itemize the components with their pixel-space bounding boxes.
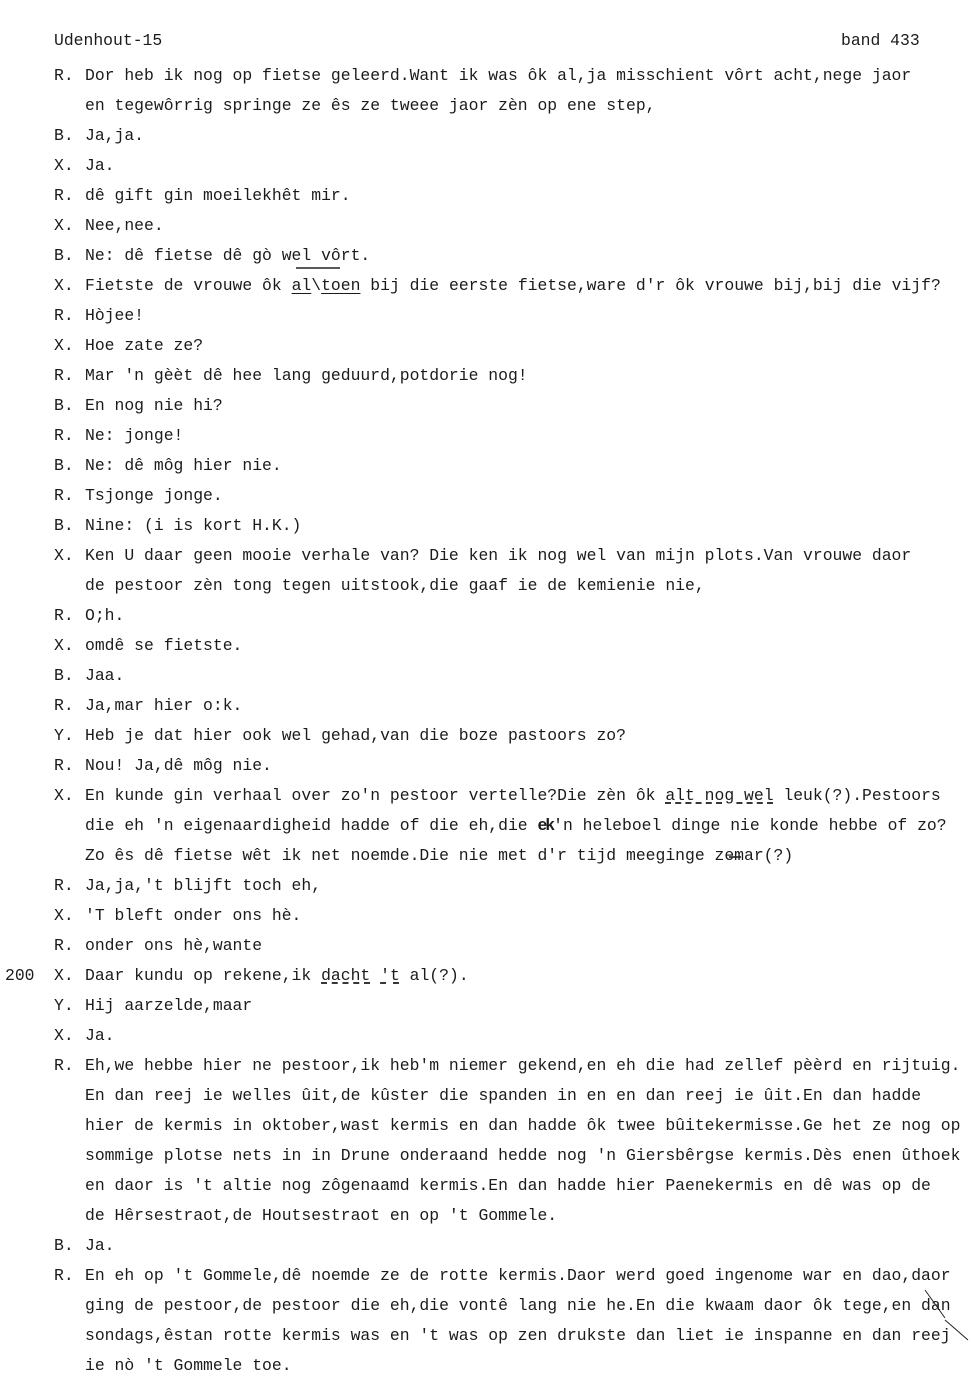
text-segment: Ken U daar geen mooie verhale van? Die ken ik nog wel van mijn plots.Van vrouwe daor — [85, 546, 912, 565]
insertion-stroke — [925, 1290, 945, 1318]
speaker-label: R. — [54, 876, 74, 895]
speaker-label: B. — [54, 126, 74, 145]
text-segment: O;h. — [85, 606, 125, 625]
text-segment: Nine: (i is kort H.K.) — [85, 516, 302, 535]
text-segment: onder ons hè,wante — [85, 936, 263, 955]
page-header-band: band 433 — [841, 31, 920, 50]
text-segment: Ja,ja. — [85, 126, 145, 145]
speaker-label: X. — [54, 906, 74, 925]
speaker-label: R. — [54, 486, 74, 505]
underlined-text: al — [291, 276, 312, 295]
text-segment: Tsjonge jonge. — [85, 486, 223, 505]
text-segment: ie nò 't Gommele toe. — [85, 1356, 292, 1375]
text-segment: Ja. — [85, 1026, 115, 1045]
text-segment: bij die eerste fietse,ware d'r ôk vrouwe bij,bij die vijf? — [360, 276, 941, 295]
text-segment: Nee,nee. — [85, 216, 164, 235]
speaker-label: X. — [54, 156, 74, 175]
text-segment: Ja. — [85, 1236, 115, 1255]
line-number: 200 — [5, 966, 35, 985]
text-segment: Nou! Ja,dê môg nie. — [85, 756, 272, 775]
speaker-label: X. — [54, 786, 74, 805]
text-segment: omdê se fietste. — [85, 636, 243, 655]
text-segment: Dor heb ik nog op fietse geleerd.Want ik was ôk al,ja misschient vôrt acht,nege jaor — [85, 66, 912, 85]
text-segment: dê gift gin moeilekhêt mir. — [85, 186, 351, 205]
text-segment: Daar kundu op rekene,ik — [85, 966, 322, 985]
text-segment: de Hêrsestraot,de Houtsestraot en op 't Gommele. — [85, 1206, 558, 1225]
insertion-stroke — [945, 1320, 968, 1340]
speaker-label: X. — [54, 966, 74, 985]
page-header-location: Udenhout-15 — [54, 31, 163, 50]
overstruck-text: ek — [537, 816, 554, 835]
text-segment: Hij aarzelde,maar — [85, 996, 253, 1015]
text-segment: Fietste de vrouwe ôk — [85, 276, 292, 295]
text-segment: Zo ês dê fietse wêt ik net noemde.Die nie met d'r tijd meeginge zemar(?) — [85, 846, 794, 865]
underlined-text: 't — [380, 966, 400, 985]
text-segment: En eh op 't Gommele,dê noemde ze de rotte kermis.Daor werd goed ingenome war en dao,daor — [85, 1266, 951, 1285]
speaker-label: R. — [54, 66, 74, 85]
text-segment: Eh,we hebbe hier ne pestoor,ik heb'm niemer gekend,en eh die had zellef pèèrd en rijtuig. — [85, 1056, 961, 1075]
speaker-label: X. — [54, 1026, 74, 1045]
text-segment: Jaa. — [85, 666, 125, 685]
underlined-text: dacht — [321, 966, 371, 985]
text-segment: Hòjee! — [85, 306, 145, 325]
speaker-label: X. — [54, 636, 74, 655]
text-segment: Ja. — [85, 156, 115, 175]
text-segment: 'n heleboel dinge nie konde hebbe of zo? — [553, 816, 947, 835]
speaker-label: B. — [54, 396, 74, 415]
text-segment: Ne: dê fietse dê gò wel vôrt. — [85, 246, 371, 265]
text-segment: en tegewôrrig springe ze ês ze tweee jaor zèn op ene step, — [85, 96, 656, 115]
text-segment: leuk(?).Pestoors — [773, 786, 941, 805]
text-segment: Mar 'n gèèt dê hee lang geduurd,potdorie nog! — [85, 366, 528, 385]
text-segment: En dan reej ie welles ûit,de kûster die spanden in en en dan reej ie ûit.En dan hadde — [85, 1086, 922, 1105]
speaker-label: R. — [54, 366, 74, 385]
text-segment: Ja,mar hier o:k. — [85, 696, 243, 715]
text-segment: die eh 'n eigenaardigheid hadde of die eh,die — [85, 816, 538, 835]
speaker-label: X. — [54, 276, 74, 295]
speaker-label: B. — [54, 246, 74, 265]
text-segment: En nog nie hi? — [85, 396, 223, 415]
speaker-label: R. — [54, 606, 74, 625]
speaker-label: B. — [54, 516, 74, 535]
speaker-label: Y. — [54, 996, 74, 1015]
underlined-text: alt nog wel — [665, 786, 774, 805]
speaker-label: R. — [54, 1266, 74, 1285]
speaker-label: X. — [54, 336, 74, 355]
speaker-label: B. — [54, 456, 74, 475]
text-segment: Ja,ja,'t blijft toch eh, — [85, 876, 322, 895]
text-segment: \ — [311, 276, 322, 295]
text-segment: 'T bleft onder ons hè. — [85, 906, 302, 925]
text-segment: hier de kermis in oktober,wast kermis en dan hadde ôk twee bûitekermisse.Ge het ze nog op — [85, 1116, 961, 1135]
speaker-label: X. — [54, 546, 74, 565]
speaker-label: Y. — [54, 726, 74, 745]
speaker-label: X. — [54, 216, 74, 235]
text-segment: ging de pestoor,de pestoor die eh,die vontê lang nie he.En die kwaam daor ôk tege,en dan — [85, 1296, 951, 1315]
speaker-label: R. — [54, 936, 74, 955]
text-segment: sondags,êstan rotte kermis was en 't was op zen drukste dan liet ie inspanne en dan reej — [85, 1326, 951, 1345]
speaker-label: R. — [54, 186, 74, 205]
text-segment: En kunde gin verhaal over zo'n pestoor vertelle?Die zèn ôk — [85, 786, 666, 805]
text-segment: Ne: jonge! — [85, 426, 184, 445]
text-segment: de pestoor zèn tong tegen uitstook,die gaaf ie de kemienie nie, — [85, 576, 705, 595]
speaker-label: R. — [54, 426, 74, 445]
speaker-label: R. — [54, 306, 74, 325]
text-segment: en daor is 't altie nog zôgenaamd kermis.En dan hadde hier Paenekermis en dê was op de — [85, 1176, 931, 1195]
underlined-text: toen — [321, 276, 361, 295]
speaker-label: B. — [54, 1236, 74, 1255]
text-segment: Ne: dê môg hier nie. — [85, 456, 282, 475]
speaker-label: R. — [54, 756, 74, 775]
text-segment: Hoe zate ze? — [85, 336, 204, 355]
speaker-label: R. — [54, 696, 74, 715]
text-segment: sommige plotse nets in in Drune onderaand hedde nog 'n Giersbêrgse kermis.Dès enen ûthoek — [85, 1146, 961, 1165]
text-segment: Heb je dat hier ook wel gehad,van die boze pastoors zo? — [85, 726, 626, 745]
speaker-label: R. — [54, 1056, 74, 1075]
text-segment: al(?). — [399, 966, 469, 985]
speaker-label: B. — [54, 666, 74, 685]
